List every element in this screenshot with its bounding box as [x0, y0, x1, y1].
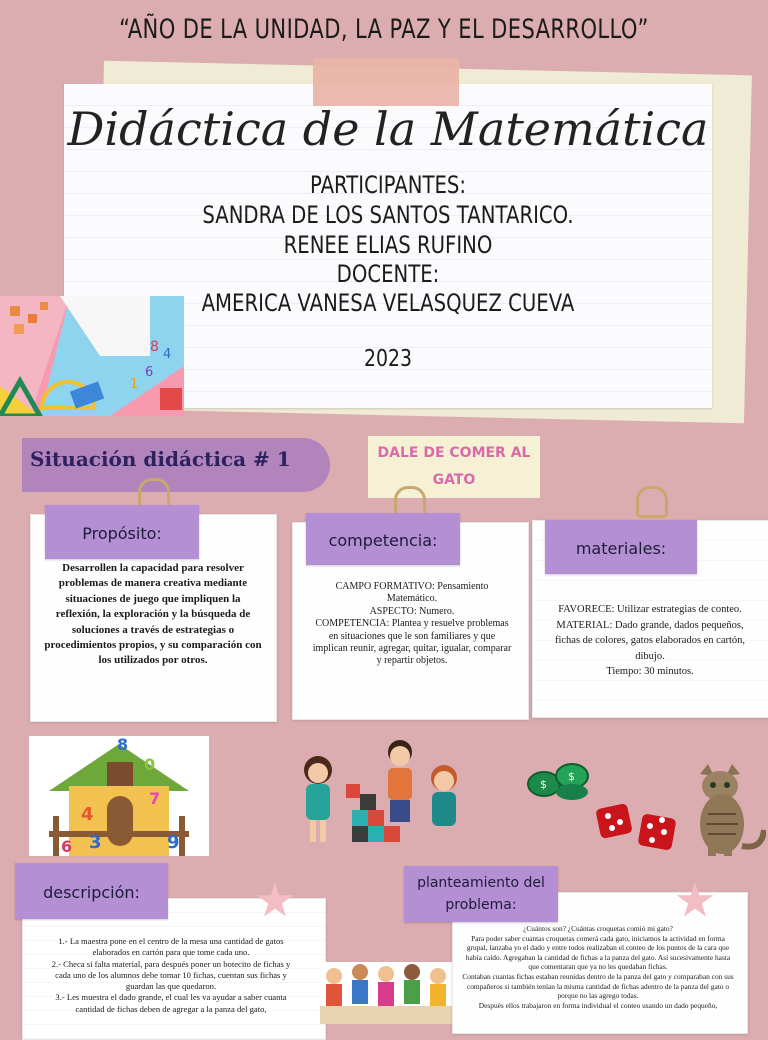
cat-icon — [694, 764, 766, 858]
participants-label: PARTICIPANTES: — [309, 171, 467, 199]
material: MATERIAL: Dado grande, dados pequeños, fichas de colores, gatos elaborados en cartón, dibujo. — [554, 619, 746, 662]
problem-paragraph-1: Para poder saber cuantas croquetas comerá cada gato, iniciamos la actividad en forma grupal, lanzaba yo el dado y entre todos realizaban el conteo de los puntos de la cara que había caído. Agregaban la cantidad de fichas a la panza del gato. Así sucesivamente hasta que comentaran que ya no les quedaban fichas. — [465, 933, 731, 972]
svg-text:$: $ — [568, 770, 575, 783]
problem-paragraph-3: Después ellos trabajaron en forma individual el conteo usando un dado pequeño, — [478, 1000, 718, 1010]
tiempo: Tiempo: 30 minutos. — [606, 666, 694, 678]
house-number: 4 — [81, 804, 94, 825]
materials-text — [548, 602, 752, 680]
description-step-2: 2.- Checa si falta material, para después poner un botecito de fichas y cada uno de los alumnos debe tomar 10 fichas, cuentan sus fichas y guardan las que quedaron. — [51, 958, 291, 992]
svg-text:4: 4 — [163, 347, 172, 362]
participant-1: SANDRA DE LOS SANTOS TANTARICO. — [202, 201, 574, 229]
children-group-illustration — [320, 962, 452, 1024]
svg-text:8: 8 — [150, 339, 159, 355]
motto-header: “AÑO DE LA UNIDAD, LA PAZ Y EL DESARROLLO” — [119, 14, 649, 45]
campo-formativo: CAMPO FORMATIVO: Pensamiento Matemático. — [335, 581, 489, 605]
purpose-text: Desarrollen la capacidad para resolver problemas de manera creativa mediante situaciones de juego que impliquen la reflexión, la exploración y la búsqueda de soluciones a través de estrategias o procedimientos propios, y su comparación con los utilizados por otros. — [44, 562, 262, 667]
house-number: 9 — [167, 832, 180, 853]
teacher-name: AMERICA VANESA VELASQUEZ CUEVA — [201, 289, 575, 317]
teacher-label: DOCENTE: — [336, 260, 440, 288]
number-house-illustration — [29, 736, 209, 856]
washi-tape — [313, 58, 459, 106]
problem-label: planteamiento del problema: — [404, 866, 558, 922]
svg-text:1: 1 — [130, 377, 139, 392]
description-label: descripción: — [15, 863, 168, 919]
description-step-3: 3.- Les muestra el dado grande, el cual les va ayudar a saber cuanta cantidad de fichas deben de agregar a la panza del gato, — [55, 992, 287, 1014]
problem-question: ¿Cuántos son? ¿Cuántas croquetas comió mi gato? — [523, 924, 673, 933]
house-number: 6 — [61, 837, 73, 856]
description-step-1: 1.- La maestra pone en el centro de la mesa una cantidad de gatos elaborados en cartón para que tome cada uno. — [58, 936, 284, 958]
svg-text:$: $ — [540, 778, 547, 791]
house-number: 0 — [144, 755, 156, 774]
materials-label: materiales: — [545, 520, 697, 574]
problem-paragraph-2: Contaban cuantas fichas estaban reunidas dentro de la panza del gato y comparaban con sus compañeros si también tenían la misma cantidad de fichas adentro de la panza del gato o porque no las agrego todas. — [462, 971, 734, 1001]
page-title: Didáctica de la Matemática — [67, 102, 709, 156]
paper-clip-icon — [636, 486, 668, 518]
participant-2: RENEE ELIAS RUFINO — [283, 231, 493, 259]
house-number: 3 — [89, 832, 102, 853]
competence-label: competencia: — [306, 513, 460, 565]
description-text — [46, 936, 296, 1015]
game-title-line-1: DALE DE COMER AL — [377, 445, 531, 461]
dice-icon — [596, 800, 680, 856]
math-supplies-photo — [0, 296, 184, 416]
situation-label: Situación didáctica # 1 — [30, 447, 291, 471]
children-blocks-illustration — [296, 740, 474, 852]
game-title — [368, 440, 540, 494]
coins-icon — [526, 754, 592, 804]
competencia-text: COMPETENCIA: Plantea y resuelve problemas en situaciones que le son familiares y que implican reunir, agregar, quitar, igualar, comparar y repartir objetos. — [312, 618, 512, 667]
favorece: FAVORECE: Utilizar estrategias de conteo. — [558, 604, 742, 615]
house-number: 8 — [117, 736, 129, 754]
house-number: 7 — [149, 789, 161, 808]
purpose-label: Propósito: — [45, 505, 199, 559]
year: 2023 — [363, 346, 412, 372]
svg-text:6: 6 — [145, 365, 154, 380]
competence-text — [312, 581, 512, 668]
problem-text — [462, 924, 734, 1010]
game-title-line-2: GATO — [432, 472, 476, 488]
aspecto: ASPECTO: Numero. — [369, 605, 455, 617]
